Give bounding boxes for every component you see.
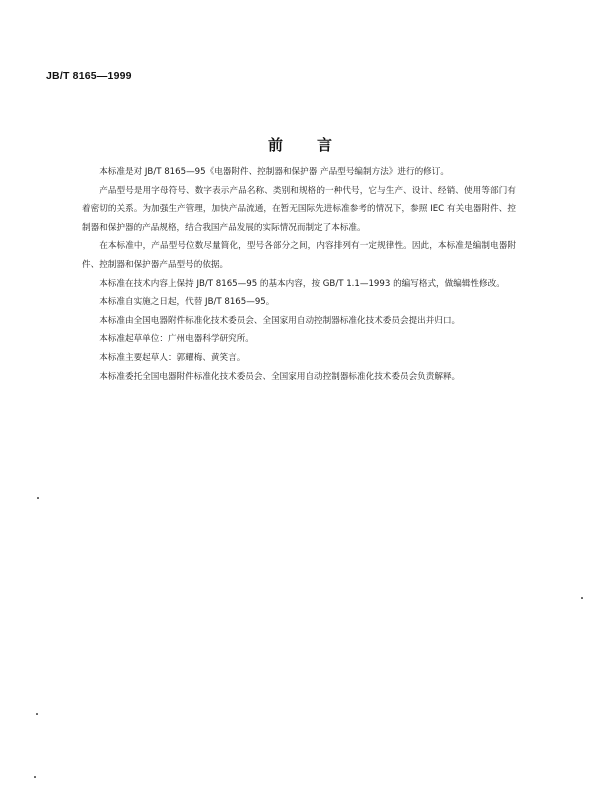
scan-speck — [581, 597, 583, 599]
paragraph-technical-content: 本标准在技术内容上保持 JB/T 8165—95 的基本内容，按 GB/T 1.1—1993 的编写格式，做编辑性修改。 — [99, 278, 505, 289]
foreword-body — [82, 163, 516, 386]
paragraph-supersedes: 本标准自实施之日起，代替 JB/T 8165—95。 — [99, 297, 275, 308]
paragraph-proposed-by: 本标准由全国电器附件标准化技术委员会、全国家用自动控制器标准化技术委员会提出并归口。 — [99, 315, 461, 326]
scan-speck — [34, 776, 36, 778]
scan-speck — [36, 713, 38, 715]
scan-speck — [37, 497, 39, 499]
paragraph-interpretation: 本标准委托全国电器附件标准化技术委员会、全国家用自动控制器标准化技术委员会负责解释。 — [99, 371, 461, 382]
paragraph-model-structure: 在本标准中，产品型号位数尽量简化，型号各部分之间，内容排列有一定规律性。因此，本标准是编制电器附件、控制器和保护器产品型号的依据。 — [82, 241, 516, 270]
standard-number: JB/T 8165—1999 — [46, 70, 132, 82]
page-title: 前言 — [267, 136, 366, 154]
paragraph-model-purpose: 产品型号是用字母符号、数字表示产品名称、类别和规格的一种代号，它与生产、设计、经销、使用等部门有着密切的关系。为加强生产管理，加快产品流通，在暂无国际先进标准参考的情况下，参照 IEC 有关电器附件、控制器和保护器的产品规格，结合我国产品发展的实际情况而制定了本标准。 — [82, 185, 516, 233]
paragraph-drafters: 本标准主要起草人：郭耀梅、黄笑言。 — [99, 352, 246, 363]
paragraph-drafting-unit: 本标准起草单位：广州电器科学研究所。 — [99, 334, 254, 345]
paragraph-revision: 本标准是对 JB/T 8165—95《电器附件、控制器和保护器 产品型号编制方法》进行的修订。 — [99, 167, 449, 177]
